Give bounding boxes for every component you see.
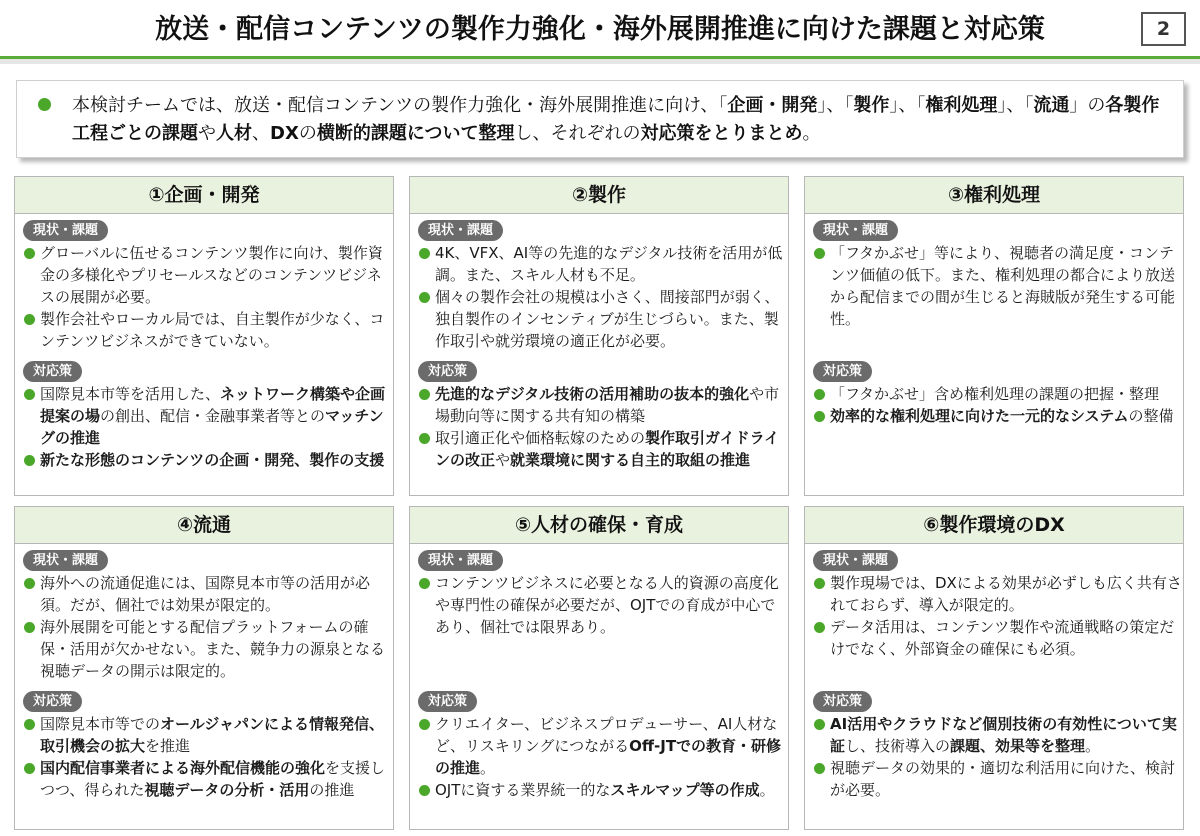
list-item: 製作現場では、DXによる効果が必ずしも広く共有されておらず、導入が限定的。 [813,572,1185,616]
measures-list [23,713,395,801]
list-item: OJTに資する業界統一的なスキルマップ等の作成。 [418,779,790,801]
issues-list [418,572,790,638]
list-item: 「フタかぶせ」含め権利処理の課題の把握・整理 [813,383,1185,405]
issues-list [813,572,1185,660]
list-item: クリエイター、ビジネスプロデューサー、AI人材など、リスキリングにつながるOff-JTでの教育・研修の推進。 [418,713,790,779]
measures-tag: 対応策 [23,691,82,712]
list-item: 視聴データの効果的・適切な利活用に向けた、検討が必要。 [813,757,1185,801]
issues-tag: 現状・課題 [418,220,503,241]
list-item: 先進的なデジタル技術の活用補助の抜本的強化や市場動向等に関する共有知の構築 [418,383,790,427]
list-item: データ活用は、コンテンツ製作や流通戦略の策定だけでなく、外部資金の確保にも必須。 [813,616,1185,660]
issues-tag: 現状・課題 [813,550,898,571]
card-production-dx [804,506,1184,830]
measures-tag: 対応策 [418,691,477,712]
list-item: 新たな形態のコンテンツの企画・開発、製作の支援 [23,449,395,471]
list-item: 製作会社やローカル局では、自主製作が少なく、コンテンツビジネスができていない。 [23,308,395,352]
list-item: 「フタかぶせ」等により、視聴者の満足度・コンテンツ価値の低下。また、権利処理の都合により放送から配信までの間が生じると海賊版が発生する可能性。 [813,242,1185,330]
measures-list [813,383,1185,427]
list-item: 国際見本市等を活用した、ネットワーク構築や企画提案の場の創出、配信・金融事業者等とのマッチングの推進 [23,383,395,449]
intro-text: 本検討チームでは、放送・配信コンテンツの製作力強化・海外展開推進に向け、「企画・開発」、「製作」、「権利処理」、「流通」の各製作工程ごとの課題や人材、DXの横断的課題について整理し、それぞれの対応策をとりまとめ。 [72,95,1160,144]
list-item: 海外への流通促進には、国際見本市等の活用が必須。だが、個社では効果が限定的。 [23,572,395,616]
card-distribution [14,506,394,830]
list-item: グローバルに伍せるコンテンツ製作に向け、製作資金の多様化やプリセールスなどのコンテンツビジネスの展開が必要。 [23,242,395,308]
list-item: 国際見本市等でのオールジャパンによる情報発信、取引機会の拡大を推進 [23,713,395,757]
page-number: 2 [1141,12,1186,46]
card-title: ④流通 [15,507,393,544]
card-title: ②製作 [410,177,788,214]
card-title: ①企画・開発 [15,177,393,214]
bullet-icon [38,98,51,111]
measures-list [23,383,395,471]
issues-tag: 現状・課題 [813,220,898,241]
card-production [409,176,789,496]
measures-tag: 対応策 [418,361,477,382]
issues-tag: 現状・課題 [23,550,108,571]
list-item: 取引適正化や価格転嫁のための製作取引ガイドラインの改正や就業環境に関する自主的取組の推進 [418,427,790,471]
issues-list [23,572,395,682]
issues-list [23,242,395,352]
issues-list [813,242,1185,330]
issues-tag: 現状・課題 [23,220,108,241]
title-underline [0,56,1200,64]
list-item: コンテンツビジネスに必要となる人的資源の高度化や専門性の確保が必要だが、OJTでの育成が中心であり、個社では限界あり。 [418,572,790,638]
page-title: 放送・配信コンテンツの製作力強化・海外展開推進に向けた課題と対応策 [155,14,1045,45]
measures-list [813,713,1185,801]
list-item: 効率的な権利処理に向けた一元的なシステムの整備 [813,405,1185,427]
list-item: 4K、VFX、AI等の先進的なデジタル技術を活用が低調。また、スキル人材も不足。 [418,242,790,286]
card-title: ⑤人材の確保・育成 [410,507,788,544]
measures-tag: 対応策 [813,691,872,712]
measures-list [418,713,790,801]
measures-tag: 対応策 [813,361,872,382]
measures-tag: 対応策 [23,361,82,382]
list-item: 海外展開を可能とする配信プラットフォームの確保・活用が欠かせない。また、競争力の源泉となる視聴データの開示は限定的。 [23,616,395,682]
issues-tag: 現状・課題 [418,550,503,571]
card-talent [409,506,789,830]
card-planning-development [14,176,394,496]
card-title: ⑥製作環境のDX [805,507,1183,544]
list-item: AI活用やクラウドなど個別技術の有効性について実証し、技術導入の課題、効果等を整理。 [813,713,1185,757]
list-item: 個々の製作会社の規模は小さく、間接部門が弱く、独自製作のインセンティブが生じづらい。また、製作取引や就労環境の適正化が必要。 [418,286,790,352]
issues-list [418,242,790,352]
card-rights-processing [804,176,1184,496]
measures-list [418,383,790,471]
list-item: 国内配信事業者による海外配信機能の強化を支援しつつ、得られた視聴データの分析・活用の推進 [23,757,395,801]
card-title: ③権利処理 [805,177,1183,214]
